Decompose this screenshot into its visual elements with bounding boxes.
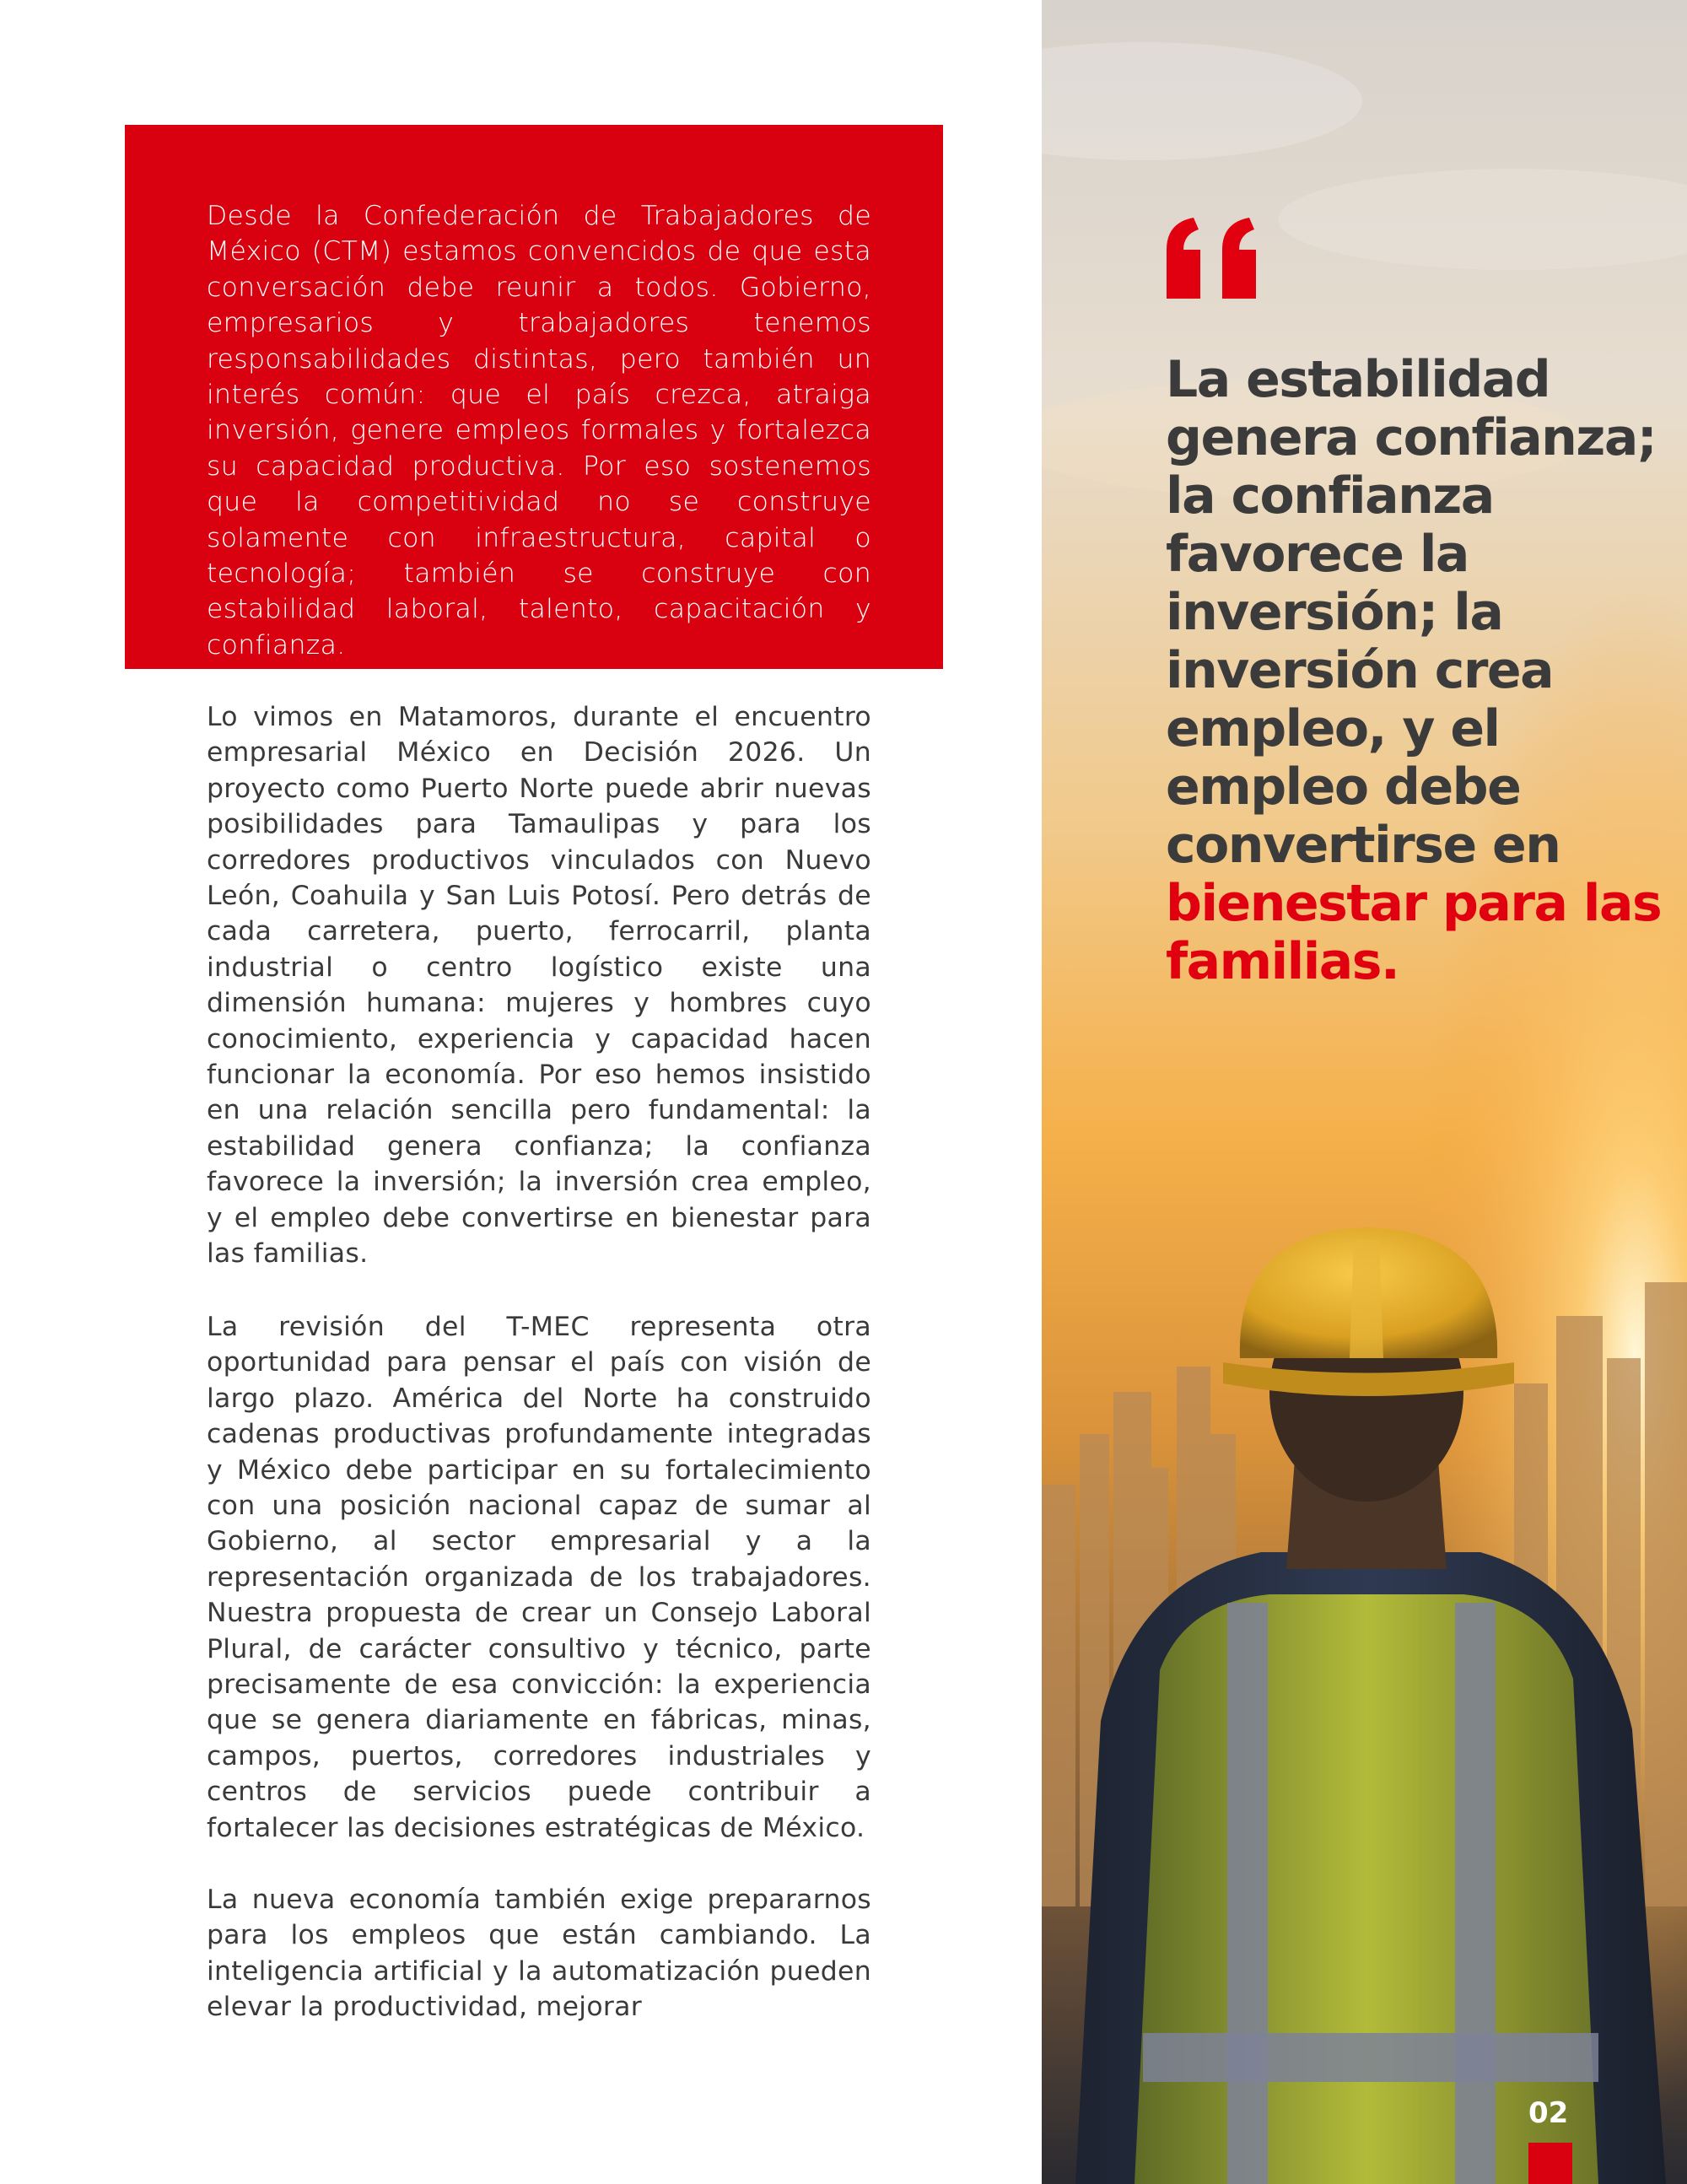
pull-quote-main: La estabilidad genera confianza; la confianza favorece la inversión; la inversión crea empleo, y el empleo debe convertirse en [1166, 350, 1657, 875]
page-number-tab [1528, 2143, 1572, 2184]
body-paragraph: La nueva economía también exige prepararnos para los empleos que están cambiando. La inteligencia artificial y la automatización pueden elevar la productividad, mejorar [207, 1885, 871, 2023]
intro-box [125, 125, 943, 669]
pull-quote-highlight: bienestar para las familias. [1166, 874, 1662, 991]
page-number: 02 [1528, 2096, 1569, 2130]
worker-photo [1042, 0, 1687, 2184]
intro-text: Desde la Confederación de Trabajadores de México (CTM) estamos convencidos de que esta conversación debe reunir a todos. Gobierno, empresarios y trabajadores tenemos responsabilidades distintas, pero también un interés común: que el país crezca, atraiga inversión, genere empleos formales y fortalezca su capacidad productiva. Por eso sostenemos que la competitividad no se construye solamente con infraestructura, capital o tecnología; también se construye con estabilidad laboral, talento, capacitación y confianza. [207, 201, 871, 661]
body-paragraph: La revisión del T-MEC representa otra oportunidad para pensar el país con visión de largo plazo. América del Norte ha construido cadenas productivas profundamente integradas y México debe participar en su fortalecimiento con una posición nacional capaz de sumar al Gobierno, al sector empresarial y a la representación organizada de los trabajadores. Nuestra propuesta de crear un Consejo Laboral Plural, de carácter consultivo y técnico, parte precisamente de esa convicción: la experiencia que se genera diariamente en fábricas, minas, campos, puertos, corredores industriales y centros de servicios puede contribuir a fortalecer las decisiones estratégicas de México. [207, 1312, 871, 1843]
quote-mark-icon [1160, 218, 1265, 302]
body-paragraph: Lo vimos en Matamoros, durante el encuentro empresarial México en Decisión 2026. Un proyecto como Puerto Norte puede abrir nuevas posibilidades para Tamaulipas y para los corredores productivos vinculados con Nuevo León, Coahuila y San Luis Potosí. Pero detrás de cada carretera, puerto, ferrocarril, planta industrial o centro logístico existe una dimensión humana: mujeres y hombres cuyo conocimiento, experiencia y capacidad hacen funcionar la economía. Por eso hemos insistido en una relación sencilla pero fundamental: la estabilidad genera confianza; la confianza favorece la inversión; la inversión crea empleo, y el empleo debe convertirse en bienestar para las familias. [207, 702, 871, 1270]
pull-quote [1166, 351, 1672, 991]
